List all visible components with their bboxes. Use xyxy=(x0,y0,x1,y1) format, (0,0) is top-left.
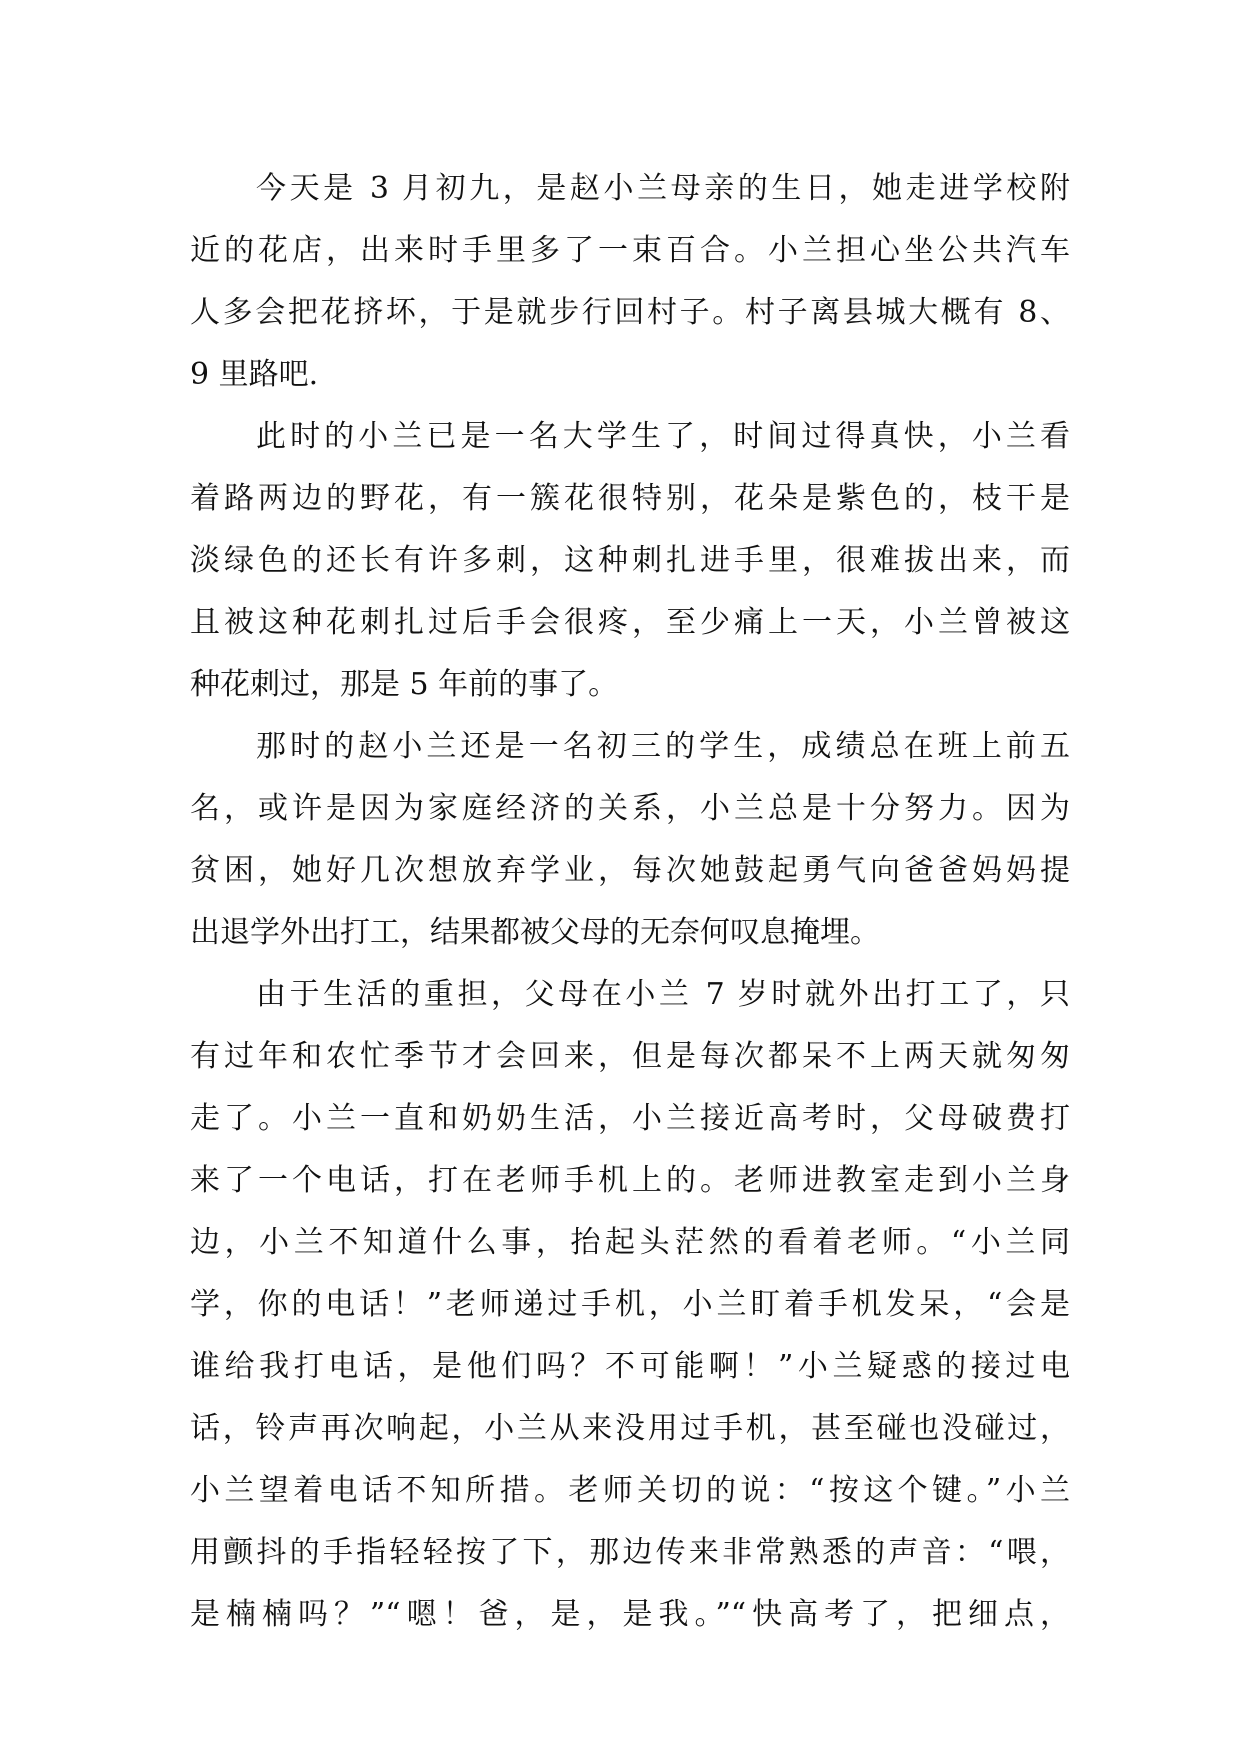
text-line: 且被这种花刺扎过后手会很疼，至少痛上一天，小兰曾被这 xyxy=(190,605,1070,640)
text-line: 有过年和农忙季节才会回来，但是每次都呆不上两天就匆匆 xyxy=(190,1039,1070,1074)
text-line: 9 里路吧. xyxy=(190,357,319,392)
text-line: 是楠楠吗？”“嗯！爸，是，是我。”“快高考了，把细点， xyxy=(190,1597,1070,1632)
paragraph-1 xyxy=(190,158,1070,406)
paragraph-3 xyxy=(190,716,1070,964)
text-line: 贫困，她好几次想放弃学业，每次她鼓起勇气向爸爸妈妈提 xyxy=(190,853,1070,888)
text-line: 今天是 3 月初九，是赵小兰母亲的生日，她走进学校附 xyxy=(256,171,1070,206)
text-line: 名，或许是因为家庭经济的关系，小兰总是十分努力。因为 xyxy=(190,791,1070,826)
text-line: 此时的小兰已是一名大学生了，时间过得真快，小兰看 xyxy=(256,419,1070,454)
text-line: 淡绿色的还长有许多刺，这种刺扎进手里，很难拔出来，而 xyxy=(190,543,1070,578)
text-line: 学，你的电话！”老师递过手机，小兰盯着手机发呆，“会是 xyxy=(190,1287,1070,1322)
text-line: 由于生活的重担，父母在小兰 7 岁时就外出打工了，只 xyxy=(256,977,1070,1012)
text-line: 近的花店，出来时手里多了一束百合。小兰担心坐公共汽车 xyxy=(190,233,1070,268)
text-line: 着路两边的野花，有一簇花很特别，花朵是紫色的，枝干是 xyxy=(190,481,1070,516)
paragraph-2 xyxy=(190,406,1070,716)
text-line: 谁给我打电话，是他们吗？不可能啊！”小兰疑惑的接过电 xyxy=(190,1349,1070,1384)
paragraph-4 xyxy=(190,964,1070,1646)
document-body xyxy=(190,158,1070,1646)
text-line: 出退学外出打工，结果都被父母的无奈何叹息掩埋。 xyxy=(190,915,880,950)
text-line: 话，铃声再次响起，小兰从来没用过手机，甚至碰也没碰过， xyxy=(190,1411,1070,1446)
text-line: 用颤抖的手指轻轻按了下，那边传来非常熟悉的声音：“喂， xyxy=(190,1535,1070,1570)
text-line: 来了一个电话，打在老师手机上的。老师进教室走到小兰身 xyxy=(190,1163,1070,1198)
text-line: 那时的赵小兰还是一名初三的学生，成绩总在班上前五 xyxy=(256,729,1070,764)
text-line: 走了。小兰一直和奶奶生活，小兰接近高考时，父母破费打 xyxy=(190,1101,1070,1136)
text-line: 边，小兰不知道什么事，抬起头茫然的看着老师。“小兰同 xyxy=(190,1225,1070,1260)
text-line: 人多会把花挤坏，于是就步行回村子。村子离县城大概有 8、 xyxy=(190,295,1070,330)
text-line: 种花刺过，那是 5 年前的事了。 xyxy=(190,667,619,702)
text-line: 小兰望着电话不知所措。老师关切的说：“按这个键。”小兰 xyxy=(190,1473,1070,1508)
